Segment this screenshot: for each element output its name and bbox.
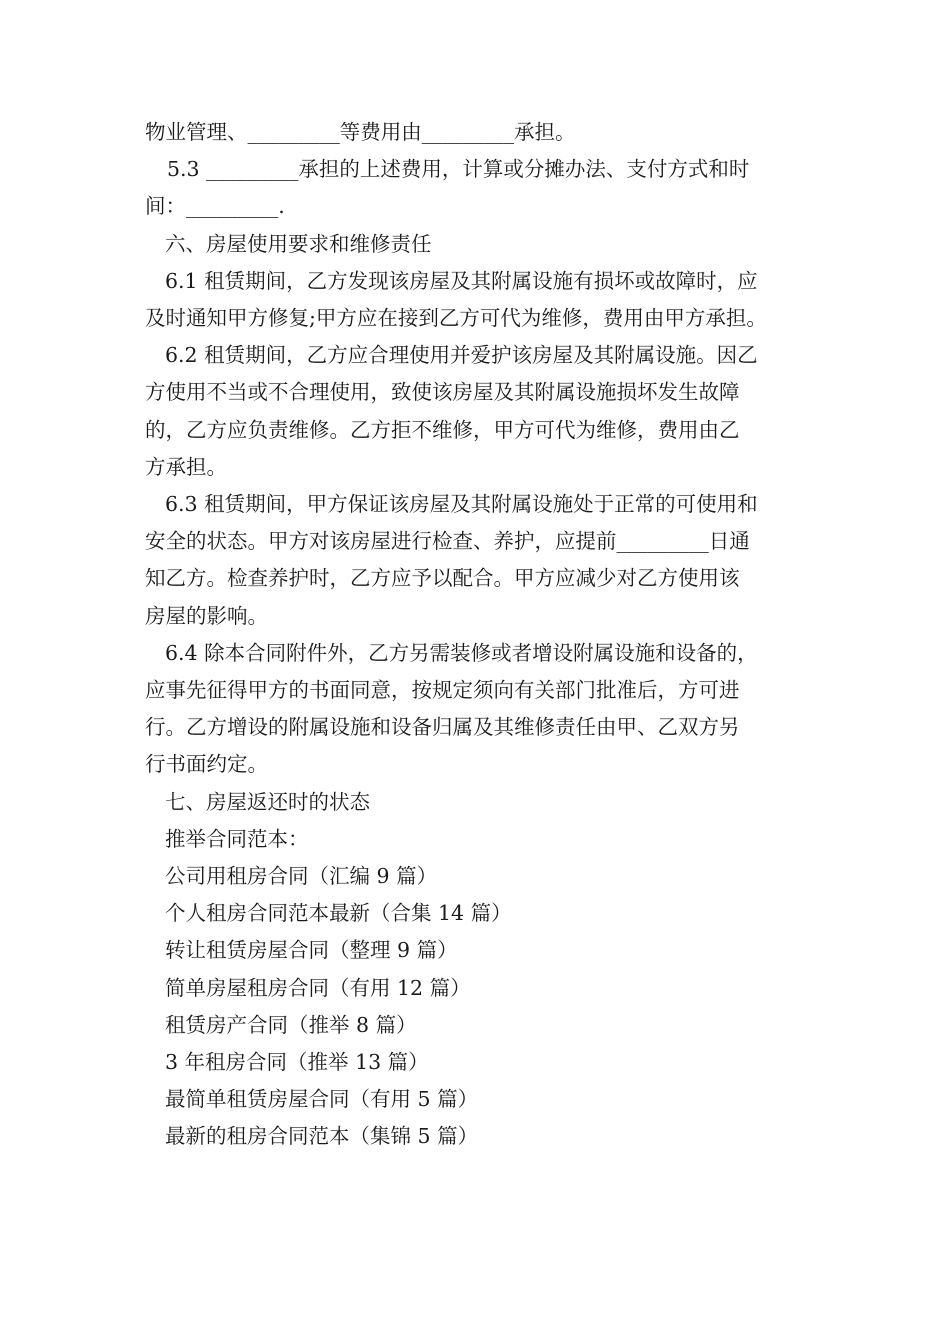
paragraph-line: 6.1 租赁期间，乙方发现该房屋及其附属设施有损坏或故障时，应 (165, 268, 758, 293)
section-heading: 六、房屋使用要求和维修责任 (165, 231, 432, 256)
paragraph-line: 应事先征得甲方的书面同意，按规定须向有关部门批准后，方可进 (145, 678, 740, 703)
paragraph-line: 方承担。 (145, 454, 227, 479)
paragraph-line: 安全的状态。甲方对该房屋进行检查、养护，应提前_________日通 (145, 529, 750, 554)
recommend-item[interactable]: 简单房屋租房合同（有用 12 篇） (165, 975, 471, 1000)
paragraph-line: 知乙方。检查养护时，乙方应予以配合。甲方应减少对乙方使用该 (145, 566, 740, 591)
recommend-item[interactable]: 租赁房产合同（推举 8 篇） (165, 1012, 417, 1037)
section-heading: 七、房屋返还时的状态 (165, 789, 370, 814)
paragraph-line: 物业管理、_________等费用由_________承担。 (145, 120, 576, 144)
paragraph-line: 的，乙方应负责维修。乙方拒不维修，甲方可代为维修，费用由乙 (145, 417, 740, 442)
paragraph-line: 6.4 除本合同附件外，乙方另需装修或者增设附属设施和设备的， (165, 640, 758, 665)
paragraph-line: 间：_________. (145, 194, 285, 219)
recommend-item[interactable]: 个人租房合同范本最新（合集 14 篇） (165, 901, 512, 926)
recommend-item[interactable]: 3 年租房合同（推举 13 篇） (165, 1050, 429, 1075)
paragraph-line: 6.2 租赁期间，乙方应合理使用并爱护该房屋及其附属设施。因乙 (165, 343, 758, 368)
paragraph-line: 6.3 租赁期间，甲方保证该房屋及其附属设施处于正常的可使用和 (165, 492, 758, 517)
recommend-heading: 推举合同范本： (165, 826, 309, 851)
paragraph-line: 及时通知甲方修复;甲方应在接到乙方可代为维修，费用由甲方承担。 (145, 306, 767, 331)
paragraph-line: 5.3 _________承担的上述费用，计算或分摊办法、支付方式和时 (167, 157, 750, 182)
recommend-item[interactable]: 最简单租赁房屋合同（有用 5 篇） (165, 1087, 479, 1112)
recommend-item[interactable]: 转让租赁房屋合同（整理 9 篇） (165, 938, 458, 963)
paragraph-line: 行书面约定。 (145, 752, 268, 777)
paragraph-line: 行。乙方增设的附属设施和设备归属及其维修责任由甲、乙双方另 (145, 715, 740, 740)
document-body (145, 114, 810, 1156)
recommend-item[interactable]: 最新的租房合同范本（集锦 5 篇） (165, 1124, 479, 1149)
paragraph-line: 房屋的影响。 (145, 603, 268, 628)
recommend-item[interactable]: 公司用租房合同（汇编 9 篇） (165, 864, 438, 889)
paragraph-line: 方使用不当或不合理使用，致使该房屋及其附属设施损坏发生故障 (145, 380, 740, 405)
